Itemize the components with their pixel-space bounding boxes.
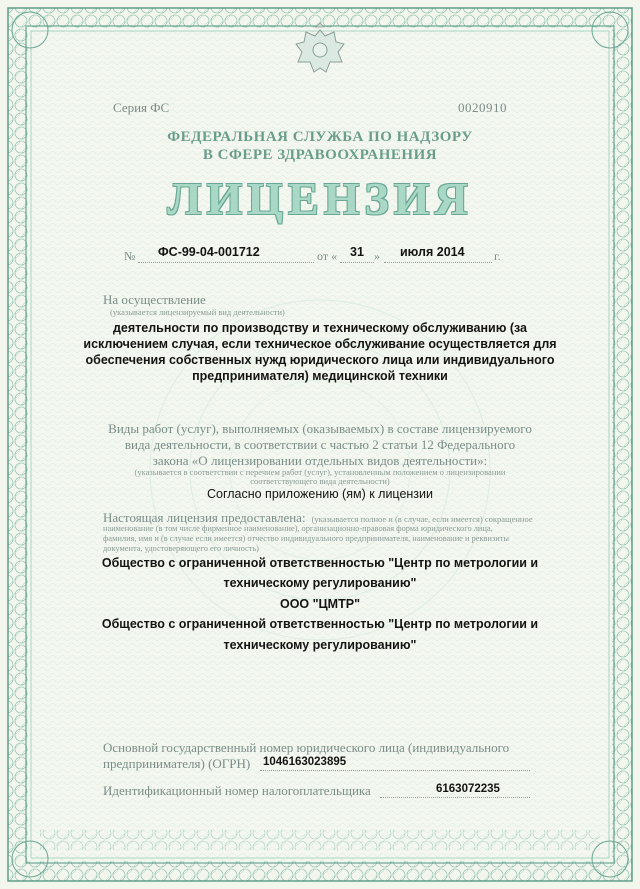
- ogrn-label-line1: Основной государственный номер юридического лица (индивидуального: [103, 740, 510, 755]
- licensee-heading: Настоящая лицензия предоставлена:: [103, 510, 306, 525]
- license-day: 31: [350, 245, 364, 259]
- day-close-quote: »: [374, 249, 380, 263]
- works-line3: закона «О лицензировании отдельных видов деятельности»:: [152, 453, 488, 468]
- blank-number: 0020910: [458, 100, 507, 115]
- licensee-brand-name-line1: Общество с ограниченной ответственностью "Центр по метрологии и: [101, 617, 539, 631]
- agency-name-line1: ФЕДЕРАЛЬНАЯ СЛУЖБА ПО НАДЗОРУ: [167, 129, 473, 145]
- activity-hint: (указывается лицензируемый вид деятельности): [110, 307, 285, 317]
- ogrn-underline: [260, 770, 530, 771]
- date-from-label: от «: [317, 249, 338, 263]
- inn-value: 6163072235: [436, 783, 500, 795]
- activity-text-line1: деятельности по производству и техническому обслуживанию (за: [112, 321, 528, 335]
- month-underline: [384, 262, 492, 263]
- ogrn-label-line2: предпринимателя) (ОГРН): [103, 756, 251, 771]
- double-headed-eagle-emblem: [290, 22, 350, 82]
- works-value: Согласно приложению (ям) к лицензии: [206, 487, 434, 501]
- year-suffix: г.: [494, 249, 501, 263]
- day-underline: [340, 262, 374, 263]
- number-prefix: №: [124, 249, 136, 263]
- ogrn-value: 1046163023895: [263, 756, 347, 768]
- license-month-year: июля 2014: [400, 245, 465, 259]
- licensee-hint2: наименование (в том числе фирменное наименование), организационно-правовая форма юридического лица,: [103, 524, 493, 533]
- licensee-full-name-line2: техническому регулированию": [223, 576, 417, 590]
- licensee-brand-name-line2: техническому регулированию": [223, 638, 417, 652]
- number-underline: [138, 262, 314, 263]
- activity-text-line4: предпринимателя) медицинской техники: [192, 369, 448, 383]
- inn-underline: [380, 797, 530, 798]
- licensee-short-name: ООО "ЦМТР": [279, 597, 360, 611]
- series-label: Серия ФС: [113, 100, 170, 115]
- agency-name-line2: В СФЕРЕ ЗДРАВООХРАНЕНИЯ: [202, 147, 438, 163]
- licensee-hint4: документа, удостоверяющего его личность): [103, 544, 259, 553]
- activity-heading: На осуществление: [103, 292, 206, 307]
- works-line1: Виды работ (услуг), выполняемых (оказываемых) в составе лицензируемого: [108, 421, 532, 436]
- licensee-hint-tail: (указывается полное и (в случае, если имеется) сокращенное: [311, 514, 533, 524]
- activity-text-line3: обеспечения собственных нужд юридического лица или индивидуального: [85, 353, 555, 367]
- licensee-full-name-line1: Общество с ограниченной ответственностью "Центр по метрологии и: [101, 556, 539, 570]
- licensee-hint3: фамилия, имя и (в случае если имеется) отчество индивидуального предпринимателя, наименование и реквизиты: [103, 534, 510, 543]
- works-line2: вида деятельности, в соответствии с частью 2 статьи 12 Федерального: [124, 437, 516, 452]
- license-number: ФС-99-04-001712: [158, 245, 260, 259]
- works-hint2: соответствующего вида деятельности): [250, 476, 390, 486]
- inn-label: Идентификационный номер налогоплательщика: [103, 783, 371, 798]
- works-hint1: (указывается в соответствии с перечнем работ (услуг), установленным положением о лицензировании: [134, 467, 506, 477]
- document-title: ЛИЦЕНЗИЯ: [167, 173, 473, 224]
- activity-text-line2: исключением случая, если техническое обслуживание осуществляется для: [83, 337, 557, 351]
